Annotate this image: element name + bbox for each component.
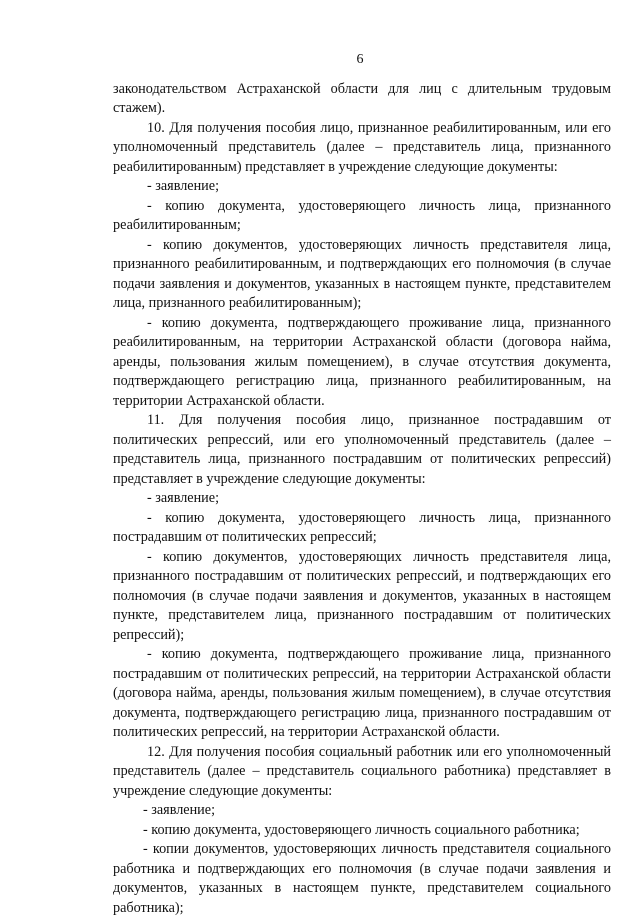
- list-item: - заявление;: [147, 178, 220, 194]
- document-page: [113, 50, 611, 918]
- page-number: 6: [356, 52, 364, 67]
- paragraph-item-11: 11. Для получения пособия лицо, признанное пострадавшим от политических репрессий, или его уполномоченный представитель (далее – представитель лица, признанного пострадавшим от политических репрессий) представляет в учреждение следующие документы:: [113, 412, 611, 487]
- list-item: - заявление;: [147, 490, 220, 506]
- list-item: - копии документов, удостоверяющих личность представителя социального работника и подтверждающих его полномочия (в случае подачи заявления и документов, указанных в настоящем пункте, представителем социального работника);: [113, 841, 611, 916]
- list-item: - копию документов, удостоверяющих личность представителя лица, признанного реабилитированным, и подтверждающих его полномочия (в случае подачи заявления и документов, указанных в настоящем пункте, представителем лица, признанного реабилитированным);: [113, 236, 611, 311]
- paragraph-item-12: 12. Для получения пособия социальный работник или его уполномоченный представитель (далее – представитель социального работника) представляет в учреждение следующие документы:: [113, 743, 611, 799]
- list-item: - заявление;: [143, 802, 216, 818]
- paragraph-continuation: законодательством Астраханской области для лиц с длительным трудовым стажем).: [113, 80, 611, 116]
- list-item: - копию документа, подтверждающего проживание лица, признанного реабилитированным, на территории Астраханской области (договора найма, аренды, пользования жилым помещением), в случае отсутствия документа, подтверждающего регистрацию лица, признанного реабилитированным, на территории Астраханской области.: [113, 314, 611, 409]
- list-item: - копию документа, удостоверяющего личность социального работника;: [143, 821, 580, 838]
- list-item: - копию документа, подтверждающего проживание лица, признанного пострадавшим от политических репрессий, на территории Астраханской области (договора найма, аренды, пользования жилым помещением), в случае отсутствия документа, подтверждающего регистрацию лица, признанного пострадавшим от политических репрессий, на территории Астраханской области.: [113, 646, 611, 740]
- list-item: - копию документов, удостоверяющих личность представителя лица, признанного пострадавшим от политических репрессий, и подтверждающих его полномочия (в случае подачи заявления и документов, указанных в настоящем пункте, представителем лица, признанного пострадавшим от политических репрессий);: [113, 548, 611, 643]
- list-item: - копию документа, удостоверяющего личность лица, признанного пострадавшим от политических репрессий;: [113, 509, 611, 545]
- paragraph-item-10: 10. Для получения пособия лицо, признанное реабилитированным, или его уполномоченный представитель (далее – представитель лица, признанного реабилитированным) представляет в учреждение следующие документы:: [113, 119, 611, 175]
- list-item: - копию документа, удостоверяющего личность лица, признанного реабилитированным;: [113, 197, 611, 233]
